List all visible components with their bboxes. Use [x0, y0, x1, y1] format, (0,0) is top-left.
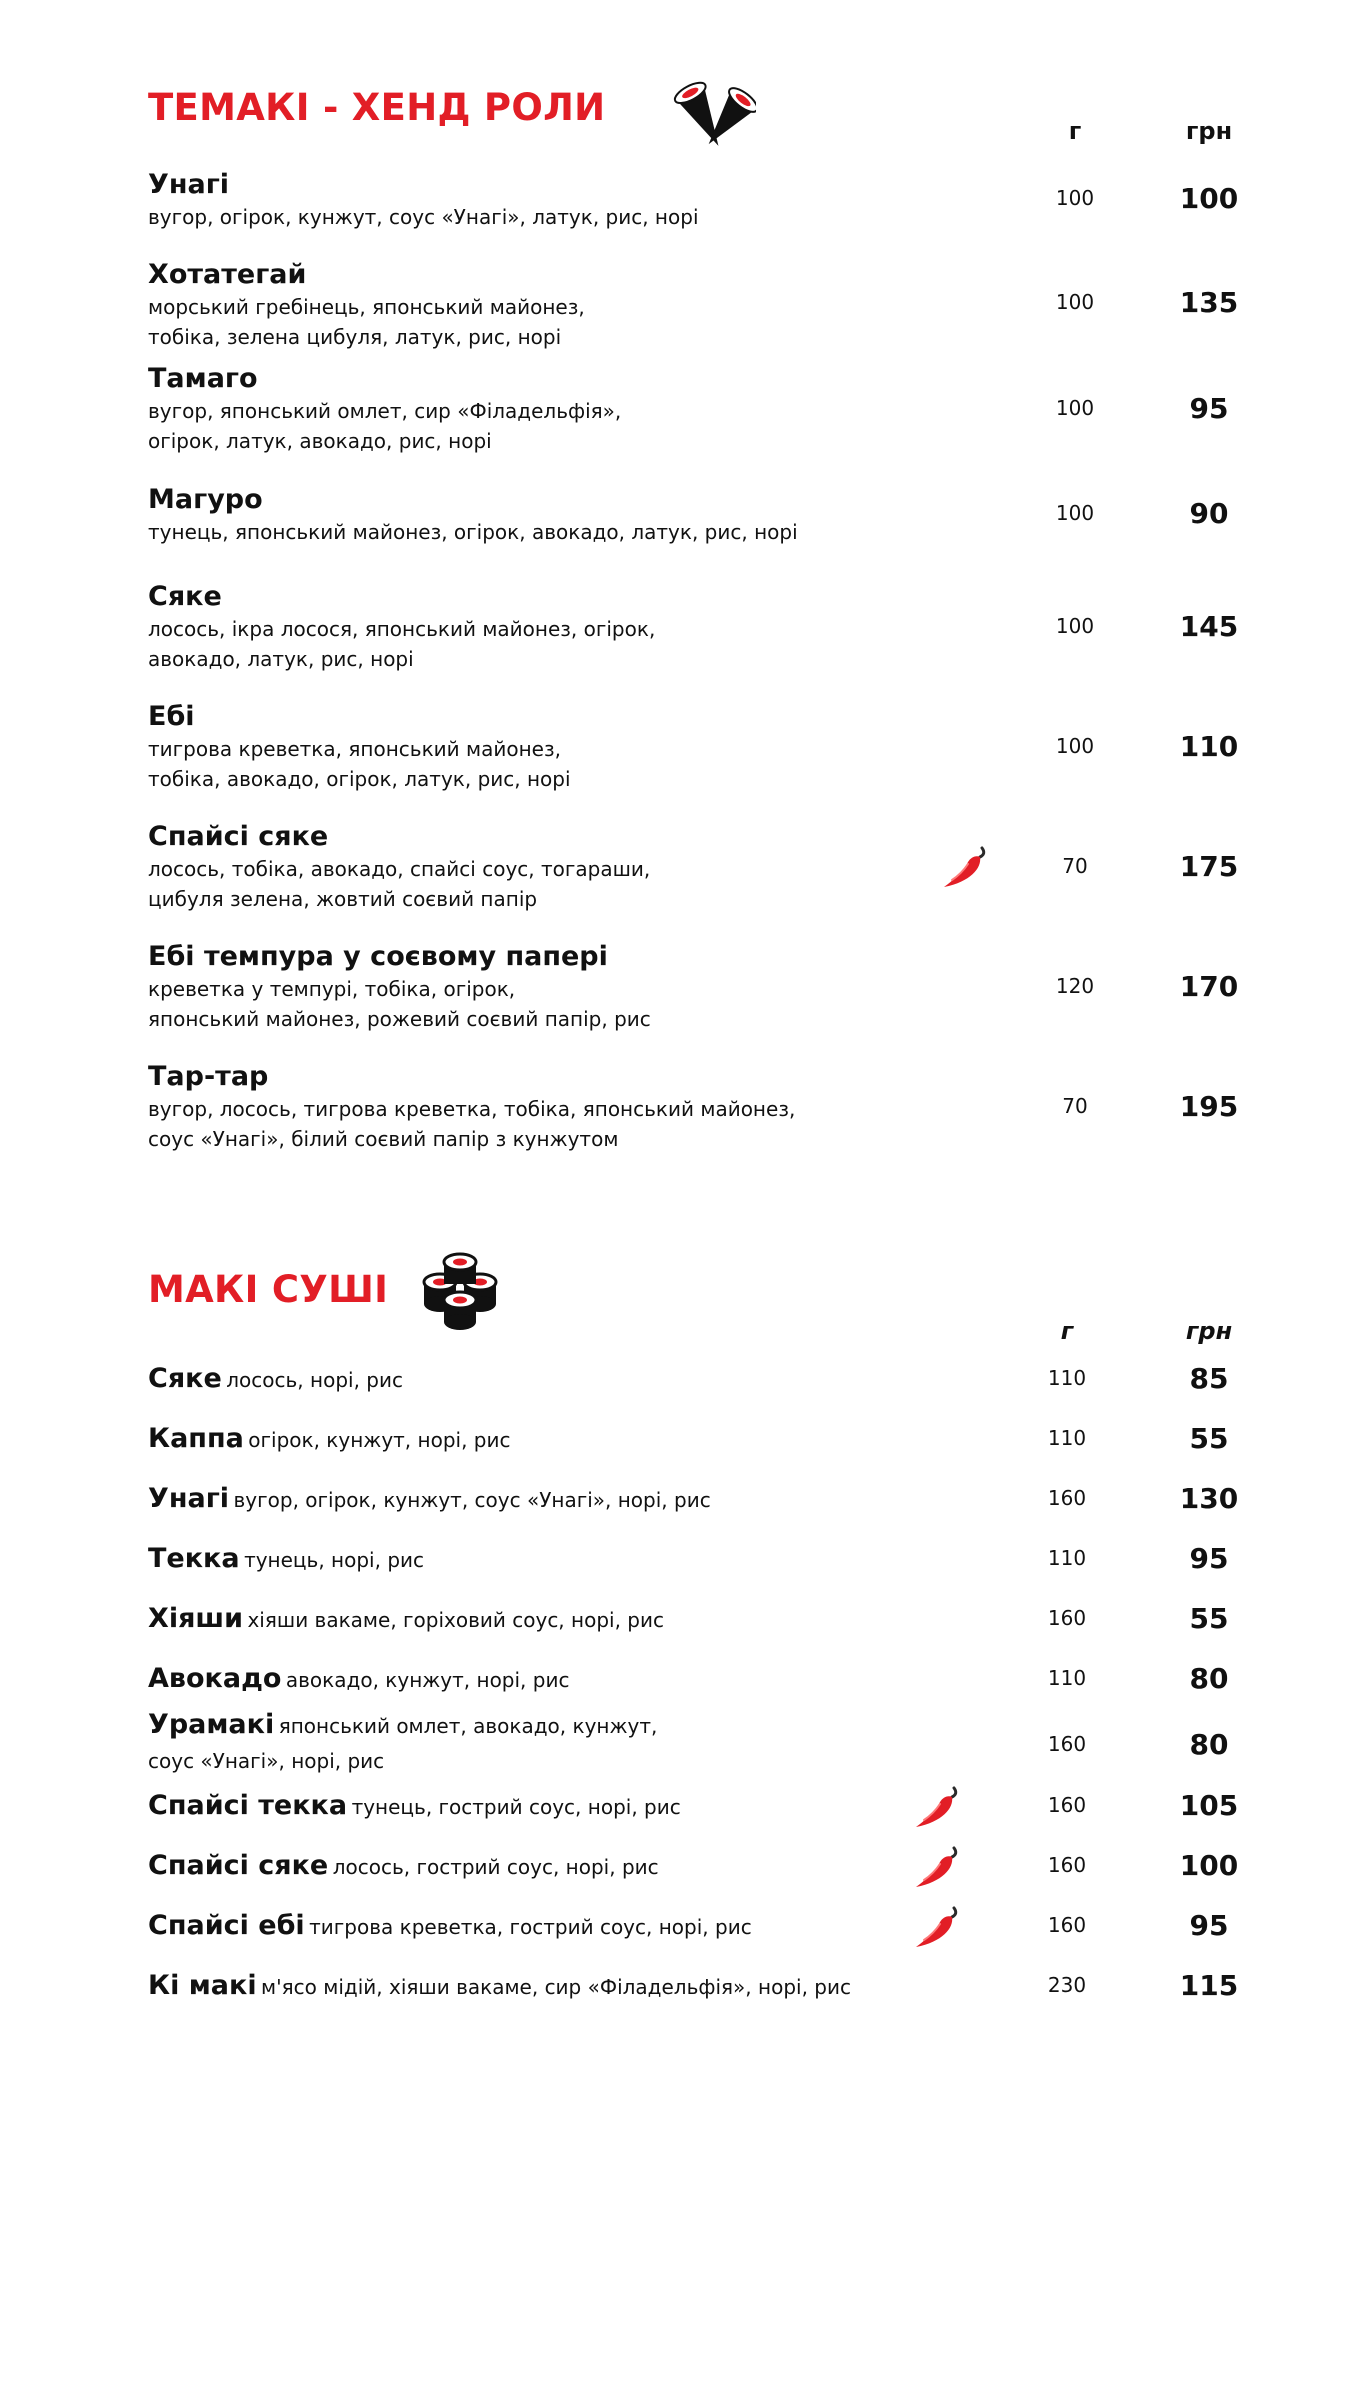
item-desc: вугор, японський омлет, сир «Філадельфія», огірок, латук, авокадо, рис, норі [148, 399, 622, 453]
item-desc: вугор, огірок, кунжут, соус «Унагі», норі, рис [233, 1488, 711, 1512]
item-name: Унагі [148, 169, 230, 200]
item-desc: лосось, норі, рис [226, 1368, 403, 1392]
item-desc-line2: соус «Унагі», норі, рис [148, 1749, 385, 1773]
item-weight: 120 [1055, 974, 1095, 998]
item-price: 85 [1189, 1362, 1229, 1395]
item-desc: тунець, японський майонез, огірок, авокадо, латук, рис, норі [148, 520, 798, 544]
maki-price-header: грн [1185, 1317, 1233, 1345]
item-price: 100 [1179, 182, 1239, 215]
item-weight: 100 [1055, 734, 1095, 758]
chili-pepper-icon [910, 1902, 962, 1954]
item-price: 195 [1179, 1090, 1239, 1123]
item-desc: лосось, гострий соус, норі, рис [332, 1855, 659, 1879]
item-desc: вугор, огірок, кунжут, соус «Унагі», латук, рис, норі [148, 205, 699, 229]
item-desc: морський гребінець, японський майонез, тобіка, зелена цибуля, латук, рис, норі [148, 295, 585, 349]
chili-pepper-icon [910, 1842, 962, 1894]
item-desc: хіяши вакаме, горіховий соус, норі, рис [247, 1608, 664, 1632]
item-weight: 100 [1055, 186, 1095, 210]
item-weight: 110 [1047, 1666, 1087, 1690]
item-weight: 70 [1062, 1094, 1088, 1118]
item-desc: тунець, норі, рис [244, 1548, 425, 1572]
item-weight: 160 [1047, 1793, 1087, 1817]
item-price: 170 [1179, 970, 1239, 1003]
item-name: Сяке [148, 581, 222, 612]
item-price: 80 [1189, 1728, 1229, 1761]
item-price: 110 [1179, 730, 1239, 763]
item-desc: м'ясо мідій, хіяши вакаме, сир «Філадельфія», норі, рис [261, 1975, 851, 1999]
item-price: 95 [1189, 392, 1229, 425]
item-name: Кі макі [148, 1970, 257, 2001]
item-weight: 100 [1055, 290, 1095, 314]
item-price: 145 [1179, 610, 1239, 643]
item-name: Ебі темпура у соєвому папері [148, 941, 608, 972]
item-price: 115 [1179, 1969, 1239, 2002]
item-name: Магуро [148, 484, 263, 515]
item-price: 55 [1189, 1422, 1229, 1455]
item-price: 105 [1179, 1789, 1239, 1822]
item-desc: вугор, лосось, тигрова креветка, тобіка, японський майонез, соус «Унагі», білий соєвий папір з кунжутом [148, 1097, 796, 1151]
item-weight: 160 [1047, 1913, 1087, 1937]
item-price: 80 [1189, 1662, 1229, 1695]
item-price: 135 [1179, 286, 1239, 319]
item-name: Хотатегай [148, 259, 307, 290]
item-weight: 160 [1047, 1486, 1087, 1510]
item-desc: тигрова креветка, гострий соус, норі, рис [309, 1915, 752, 1939]
item-price: 95 [1189, 1909, 1229, 1942]
item-desc: лосось, ікра лосося, японський майонез, огірок, авокадо, латук, рис, норі [148, 617, 656, 671]
item-price: 130 [1179, 1482, 1239, 1515]
item-weight: 160 [1047, 1732, 1087, 1756]
item-name: Спайсі сяке [148, 1850, 329, 1881]
item-weight: 160 [1047, 1606, 1087, 1630]
chili-pepper-icon [938, 842, 990, 894]
item-name: Авокадо [148, 1663, 282, 1694]
item-price: 90 [1189, 497, 1229, 530]
temaki-section-title: ТЕМАКІ - ХЕНД РОЛИ [148, 86, 606, 129]
item-desc: японський омлет, авокадо, кунжут, [278, 1714, 658, 1738]
maki-weight-header: г [1060, 1317, 1074, 1345]
item-weight: 160 [1047, 1853, 1087, 1877]
item-name: Тар-тар [148, 1061, 269, 1092]
item-weight: 110 [1047, 1426, 1087, 1450]
maki-section-title: МАКІ СУШІ [148, 1268, 389, 1311]
item-weight: 100 [1055, 614, 1095, 638]
item-name: Каппа [148, 1423, 244, 1454]
item-name: Унагі [148, 1483, 230, 1514]
item-name: Спайсі сяке [148, 821, 329, 852]
item-weight: 100 [1055, 396, 1095, 420]
maki-rolls-icon [420, 1252, 504, 1332]
item-price: 175 [1179, 850, 1239, 883]
item-name: Текка [148, 1543, 240, 1574]
temaki-price-header: грн [1185, 117, 1233, 145]
item-desc: креветка у темпурі, тобіка, огірок, японський майонез, рожевий соєвий папір, рис [148, 977, 651, 1031]
temaki-weight-header: г [1068, 117, 1082, 145]
item-name: Сяке [148, 1363, 222, 1394]
item-price: 95 [1189, 1542, 1229, 1575]
item-weight: 110 [1047, 1366, 1087, 1390]
temaki-cone-icon [672, 74, 756, 150]
item-weight: 110 [1047, 1546, 1087, 1570]
item-desc: авокадо, кунжут, норі, рис [285, 1668, 570, 1692]
item-weight: 230 [1047, 1973, 1087, 1997]
item-name: Урамакі [148, 1709, 275, 1740]
item-name: Ебі [148, 701, 195, 732]
item-weight: 70 [1062, 854, 1088, 878]
item-name: Тамаго [148, 363, 258, 394]
item-price: 55 [1189, 1602, 1229, 1635]
item-name: Спайсі ебі [148, 1910, 305, 1941]
item-desc: лосось, тобіка, авокадо, спайсі соус, тогараши, цибуля зелена, жовтий соєвий папір [148, 857, 651, 911]
item-name: Хіяши [148, 1603, 244, 1634]
item-name: Спайсі текка [148, 1790, 348, 1821]
item-desc: огірок, кунжут, норі, рис [248, 1428, 511, 1452]
item-desc: тунець, гострий соус, норі, рис [351, 1795, 681, 1819]
chili-pepper-icon [910, 1782, 962, 1834]
item-weight: 100 [1055, 501, 1095, 525]
item-desc: тигрова креветка, японський майонез, тобіка, авокадо, огірок, латук, рис, норі [148, 737, 571, 791]
item-price: 100 [1179, 1849, 1239, 1882]
